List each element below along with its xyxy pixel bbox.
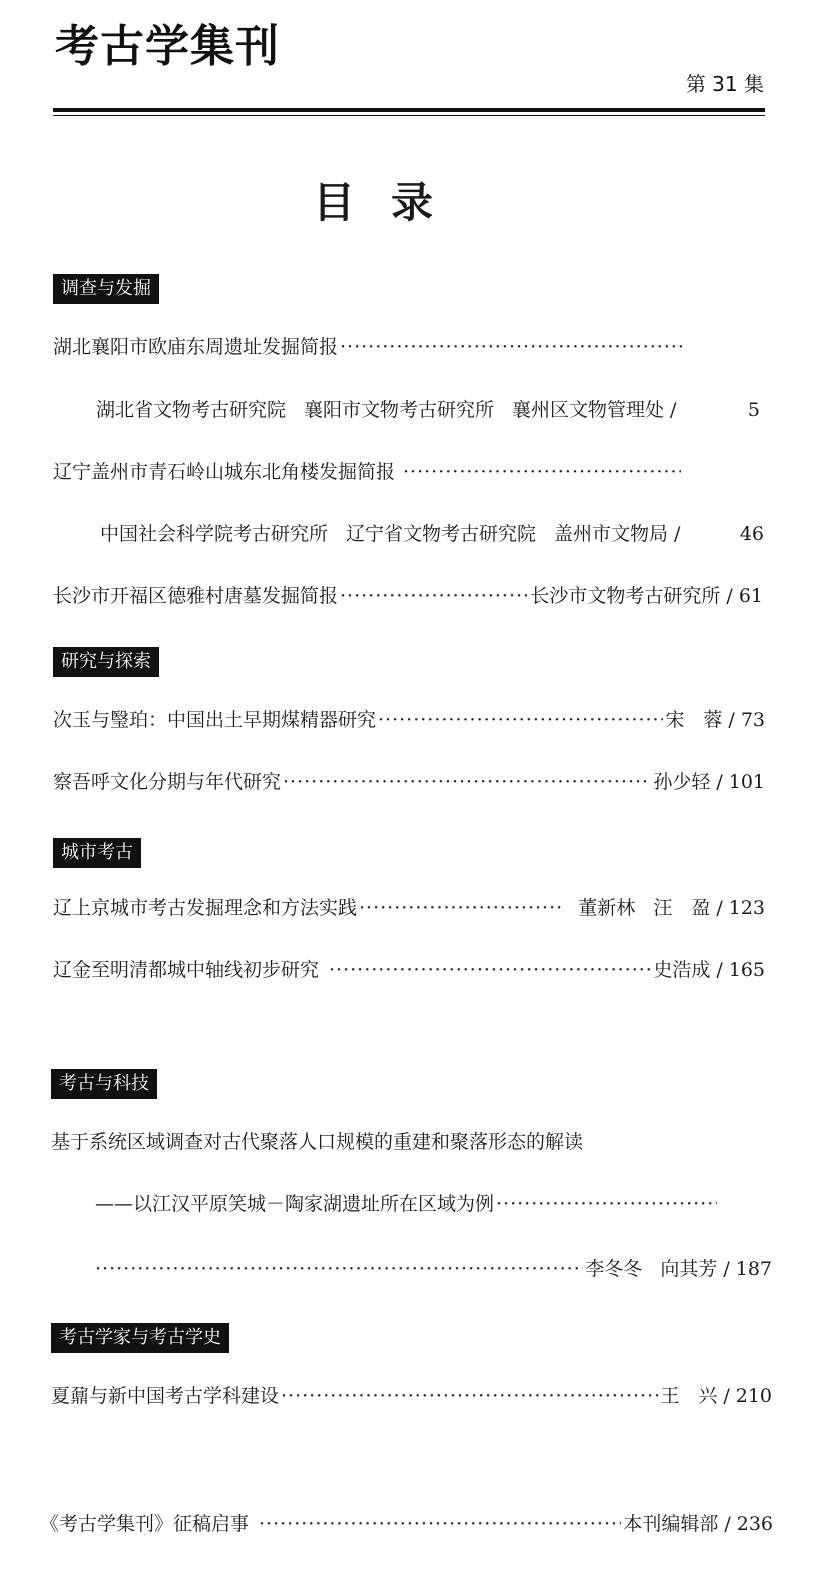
toc-entry[interactable] (53, 582, 763, 610)
page-number: 165 (728, 959, 765, 981)
leader-dots (95, 1255, 583, 1283)
entry-author: 向其芳 (660, 1258, 718, 1280)
section-label: 考古学家与考古学史 (51, 1323, 229, 1353)
entry-title: 夏鼐与新中国考古学科建设 (51, 1385, 280, 1407)
page-number: 73 (740, 709, 765, 731)
entry-title: 长沙市开福区德雅村唐墓发掘简报 (53, 585, 339, 607)
separator: / (726, 585, 733, 607)
toc-entry-title[interactable] (51, 1128, 763, 1156)
page-number: 210 (735, 1385, 772, 1407)
separator: / (724, 1513, 731, 1535)
toc-entry[interactable] (51, 1382, 772, 1410)
leader-dots (281, 1382, 658, 1410)
leader-dots (403, 458, 681, 486)
section-label: 研究与探索 (53, 647, 159, 677)
page-number: 236 (736, 1513, 773, 1535)
entry-title: 辽金至明清都城中轴线初步研究 (53, 959, 320, 981)
leader-dots (259, 1510, 621, 1538)
issue-number: 第 31 集 (685, 72, 764, 96)
entry-author: 襄州区文物管理处 (512, 399, 665, 421)
page-number: 187 (735, 1258, 772, 1280)
header-rule-thin (53, 115, 765, 116)
leader-dots (378, 706, 663, 734)
toc-heading: 目录 (312, 178, 469, 227)
entry-author: 中国社会科学院考古研究所 (100, 523, 329, 545)
entry-author: 孙少轻 (653, 771, 711, 793)
leader-dots (359, 894, 562, 922)
separator: / (674, 523, 681, 545)
journal-title: 考古学集刊 (55, 21, 280, 72)
section-label: 调查与发掘 (53, 274, 159, 304)
entry-author: 汪 盈 (653, 897, 711, 919)
entry-author: 盖州市文物局 (554, 523, 669, 545)
leader-dots (496, 1190, 717, 1218)
entry-title: 湖北襄阳市欧庙东周遗址发掘简报 (53, 336, 339, 358)
separator: / (716, 959, 723, 981)
toc-entry[interactable] (53, 768, 765, 796)
entry-author: 长沙市文物考古研究所 (530, 585, 721, 607)
leader-dots (283, 768, 651, 796)
toc-entry-title[interactable] (53, 333, 765, 361)
leader-dots (329, 956, 651, 984)
toc-entry-authors (96, 396, 760, 424)
separator: / (670, 399, 677, 421)
page-number: 61 (738, 585, 763, 607)
entry-author: 董新林 (578, 897, 636, 919)
separator: / (728, 709, 735, 731)
leader-dots (340, 582, 528, 610)
section-label: 城市考古 (53, 838, 141, 868)
entry-author: 襄阳市文物考古研究所 (304, 399, 495, 421)
toc-entry[interactable] (53, 706, 765, 734)
entry-author: 本刊编辑部 (623, 1513, 719, 1535)
toc-entry-authors (100, 520, 764, 548)
entry-author: 王 兴 (660, 1385, 718, 1407)
page-number: 46 (739, 523, 764, 545)
entry-title: 《考古学集刊》征稿启事 (40, 1513, 250, 1535)
header-rule-thick (53, 108, 765, 112)
section-label: 考古与科技 (51, 1069, 157, 1099)
page-number: 101 (728, 771, 765, 793)
leader-dots (340, 333, 685, 361)
entry-author: 宋 蓉 (665, 709, 723, 731)
separator: / (716, 771, 723, 793)
entry-author: 辽宁省文物考古研究院 (346, 523, 537, 545)
page-number: 123 (728, 897, 765, 919)
toc-entry-title[interactable] (53, 458, 765, 486)
entry-title: 次玉与瑿珀：中国出土早期煤精器研究 (53, 709, 377, 731)
entry-title: 基于系统区域调查对古代聚落人口规模的重建和聚落形态的解读 (51, 1131, 584, 1153)
page-number: 5 (747, 399, 760, 421)
entry-title: 辽宁盖州市青石岭山城东北角楼发掘简报 (53, 461, 396, 483)
toc-entry-notice[interactable] (40, 1510, 773, 1538)
entry-author: 史浩成 (653, 959, 711, 981)
separator: / (723, 1385, 730, 1407)
entry-author: 湖北省文物考古研究院 (96, 399, 287, 421)
entry-title: 察吾呼文化分期与年代研究 (53, 771, 282, 793)
toc-entry[interactable] (53, 956, 765, 984)
toc-entry[interactable] (53, 894, 765, 922)
toc-entry-subtitle (95, 1190, 719, 1218)
entry-subtitle: ——以江汉平原笑城－陶家湖遗址所在区域为例 (95, 1193, 495, 1215)
separator: / (723, 1258, 730, 1280)
entry-title: 辽上京城市考古发掘理念和方法实践 (53, 897, 358, 919)
toc-entry-authors (95, 1255, 772, 1283)
separator: / (716, 897, 723, 919)
entry-author: 李冬冬 (585, 1258, 643, 1280)
